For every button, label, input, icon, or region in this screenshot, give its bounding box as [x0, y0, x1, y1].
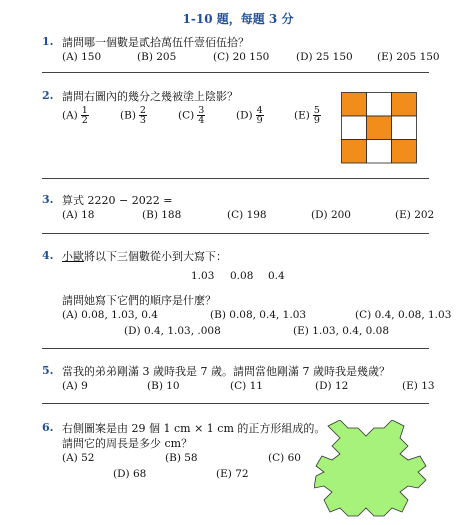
- q5-option-d[interactable]: (D) 12: [315, 380, 349, 392]
- question-6-number: 6.: [42, 421, 54, 434]
- numerator: 1: [81, 105, 88, 116]
- q4-option-b[interactable]: (B) 0.08, 0.4, 1.03: [210, 309, 307, 321]
- q4-option-c[interactable]: (C) 0.4, 0.08, 1.03: [355, 309, 452, 321]
- q1-option-e[interactable]: (E) 205 150: [377, 51, 440, 63]
- shaded-grid-figure: [341, 92, 417, 164]
- question-2-text: 請問右圖內的幾分之幾被塗上陰影？: [62, 90, 238, 103]
- q2-option-a[interactable]: [62, 106, 89, 125]
- shaded-cell: [392, 140, 417, 164]
- divider: [42, 233, 429, 234]
- fraction: [256, 106, 264, 125]
- fraction: [197, 106, 205, 125]
- q1-option-d[interactable]: (D) 25 150: [296, 51, 353, 63]
- denominator: 3: [139, 115, 146, 126]
- q6-option-b[interactable]: (B) 58: [165, 452, 198, 464]
- section-header: 1-10 題，每題 3 分: [182, 12, 294, 26]
- question-6-text-2: 請問它的周長是多少 cm？: [62, 437, 193, 450]
- question-3-number: 3.: [42, 193, 54, 206]
- fraction: [313, 106, 321, 125]
- q6-option-e[interactable]: (E) 72: [216, 468, 249, 480]
- q5-option-e[interactable]: (E) 13: [402, 380, 435, 392]
- fraction: [81, 106, 89, 125]
- person-name: 小歐: [62, 250, 84, 263]
- unshaded-cell: [392, 116, 417, 140]
- q3-option-b[interactable]: (B) 188: [142, 209, 182, 221]
- denominator: 9: [256, 115, 263, 126]
- question-4-text-rest: 將以下三個數從小到大寫下：: [84, 250, 227, 263]
- q4-option-a[interactable]: (A) 0.08, 1.03, 0.4: [62, 309, 158, 321]
- q4-number-2: 0.08: [230, 270, 254, 282]
- shaded-cell: [392, 93, 417, 117]
- shaded-cell: [367, 116, 392, 140]
- q1-option-a[interactable]: (A) 150: [62, 51, 102, 63]
- denominator: 9: [313, 115, 320, 126]
- numerator: 5: [313, 105, 320, 116]
- q3-option-e[interactable]: (E) 202: [395, 209, 435, 221]
- q6-option-a[interactable]: (A) 52: [62, 452, 95, 464]
- unshaded-cell: [342, 116, 367, 140]
- question-3-text: 算式 2220 − 2022 =: [62, 194, 173, 207]
- denominator: 4: [198, 115, 205, 126]
- numerator: 3: [198, 105, 205, 116]
- shaded-cell: [342, 93, 367, 117]
- divider: [42, 72, 429, 73]
- q5-option-b[interactable]: (B) 10: [147, 380, 180, 392]
- q1-option-b[interactable]: (B) 205: [137, 51, 177, 63]
- question-4-number: 4.: [42, 249, 54, 262]
- q2-option-d-label: (D): [236, 109, 253, 122]
- question-4-text: [62, 248, 227, 264]
- question-1-text: 請問哪一個數是貳拾萬伍仟壹佰伍拾？: [62, 36, 249, 49]
- q2-option-e[interactable]: [294, 106, 321, 125]
- fraction: [139, 106, 147, 125]
- q4-option-d[interactable]: (D) 0.4, 1.03, .008: [124, 325, 221, 337]
- q3-option-d[interactable]: (D) 200: [311, 209, 351, 221]
- denominator: 2: [81, 115, 88, 126]
- green-cross-icon: [314, 420, 428, 518]
- unshaded-cell: [367, 140, 392, 164]
- question-2-number: 2.: [42, 89, 54, 102]
- unshaded-cell: [367, 93, 392, 117]
- q3-option-a[interactable]: (A) 18: [62, 209, 95, 221]
- divider: [42, 348, 429, 349]
- numerator: 4: [256, 105, 263, 116]
- divider: [42, 403, 429, 404]
- q3-option-c[interactable]: (C) 198: [227, 209, 267, 221]
- q4-number-1: 1.03: [191, 270, 215, 282]
- q5-option-a[interactable]: (A) 9: [62, 380, 88, 392]
- divider: [42, 178, 429, 179]
- q2-option-d[interactable]: [236, 106, 264, 125]
- numerator: 2: [139, 105, 146, 116]
- q5-option-c[interactable]: (C) 11: [230, 380, 263, 392]
- q4-number-3: 0.4: [268, 270, 285, 282]
- shaded-cell: [342, 140, 367, 164]
- q6-option-d[interactable]: (D) 68: [113, 468, 147, 480]
- q2-option-c-label: (C): [178, 109, 195, 122]
- question-5-text: 當我的弟弟剛滿 3 歲時我是 7 歲。請問當他剛滿 7 歲時我是幾歲？: [62, 365, 390, 378]
- q6-option-c[interactable]: (C) 60: [268, 452, 301, 464]
- q2-option-c[interactable]: [178, 106, 205, 125]
- q2-option-e-label: (E): [294, 109, 310, 122]
- q4-option-e[interactable]: (E) 1.03, 0.4, 0.08: [293, 325, 390, 337]
- question-1-number: 1.: [42, 35, 54, 48]
- question-6-text: 右側圖案是由 29 個 1 cm × 1 cm 的正方形組成的。: [62, 422, 326, 435]
- q1-option-c[interactable]: (C) 20 150: [213, 51, 270, 63]
- q2-option-b[interactable]: [120, 106, 147, 125]
- q2-option-b-label: (B): [120, 109, 136, 122]
- q2-option-a-label: (A): [62, 109, 78, 122]
- question-4-text-2: 請問她寫下它們的順序是什麼？: [62, 294, 216, 307]
- question-5-number: 5.: [42, 364, 54, 377]
